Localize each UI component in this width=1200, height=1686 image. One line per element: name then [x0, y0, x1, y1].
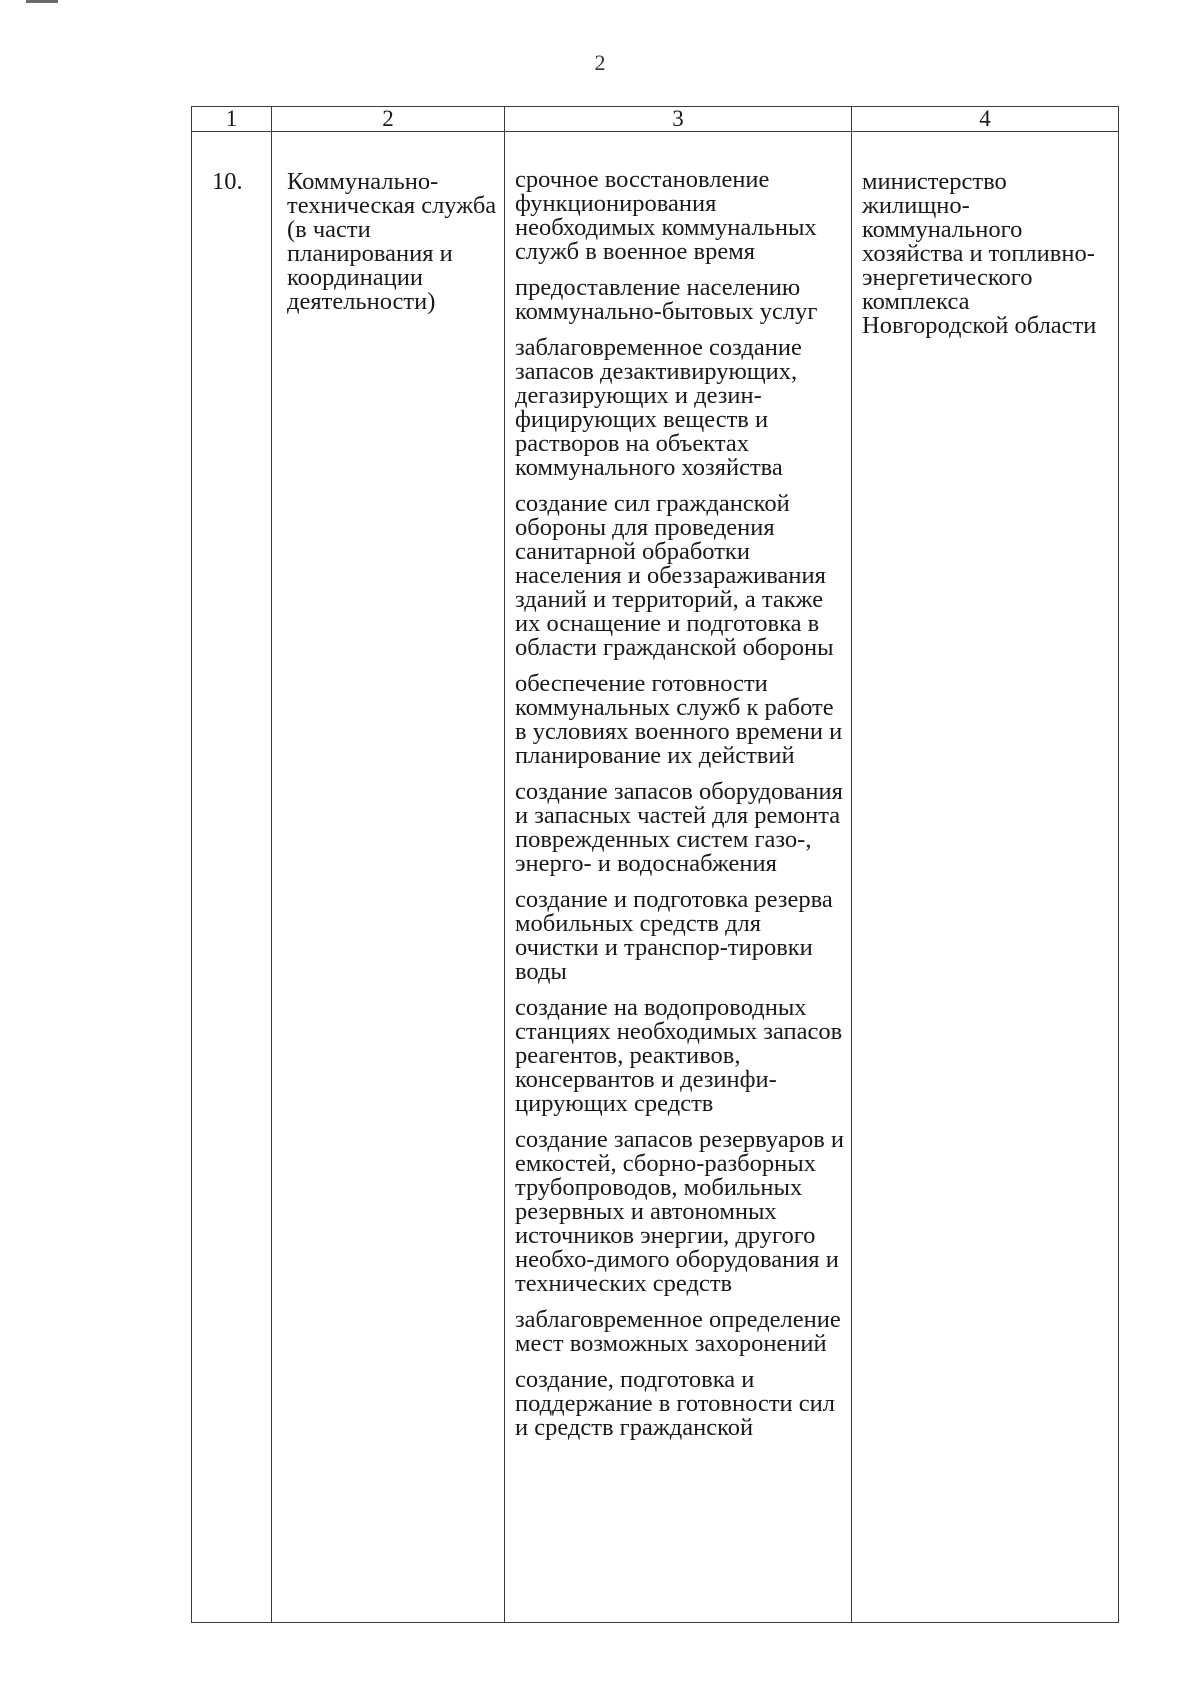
service-name: Коммунально-техническая служба (в части планирования и координации деятельности): [272, 132, 505, 1623]
table-row: [192, 132, 1119, 1623]
task-item: создание и подготовка резерва мобильных средств для очистки и транспор-тировки воды: [515, 886, 833, 985]
table-header-row: [192, 107, 1119, 132]
column-header-4: 4: [852, 107, 1119, 132]
task-item: обеспечение готовности коммунальных служб к работе в условиях военного времени и планирование их действий: [515, 670, 843, 769]
column-header-3: 3: [505, 107, 852, 132]
services-table: [191, 106, 1119, 1623]
task-item: создание сил гражданской обороны для проведения санитарной обработки населения и обеззараживания зданий и территорий, а также их оснащение и подготовка в области гражданской обороны: [515, 490, 834, 661]
task-item: создание, подготовка и поддержание в готовности сил и средств гражданской: [515, 1366, 835, 1441]
column-header-1: 1: [192, 107, 272, 132]
task-item: создание на водопроводных станциях необходимых запасов реагентов, реактивов, консервантов и дезинфи-цирующих средств: [515, 994, 843, 1117]
page-number: 2: [594, 50, 606, 75]
responsible-ministry: министерство жилищно-коммунального хозяйства и топливно-энергетического комплекса Новгородской области: [852, 132, 1119, 1623]
task-item: создание запасов оборудования и запасных частей для ремонта поврежденных систем газо-, энерго- и водоснабжения: [515, 778, 843, 877]
task-item: срочное восстановление функционирования необходимых коммунальных служб в военное время: [515, 166, 817, 265]
task-item: заблаговременное определение мест возможных захоронений: [515, 1306, 841, 1357]
scan-edge-mark: [26, 0, 58, 3]
task-item: создание запасов резервуаров и емкостей, сборно-разборных трубопроводов, мобильных резервных и автономных источников энергии, другого необхо-димого оборудования и технических средств: [515, 1126, 845, 1297]
tasks-cell: [505, 132, 852, 1623]
task-item: предоставление населению коммунально-бытовых услуг: [515, 274, 818, 325]
row-number: 10.: [192, 132, 272, 1623]
task-item: заблаговременное создание запасов дезактивирующих, дегазирующих и дезин-фицирующих веществ и растворов на объектах коммунального хозяйства: [515, 334, 802, 481]
column-header-2: 2: [272, 107, 505, 132]
